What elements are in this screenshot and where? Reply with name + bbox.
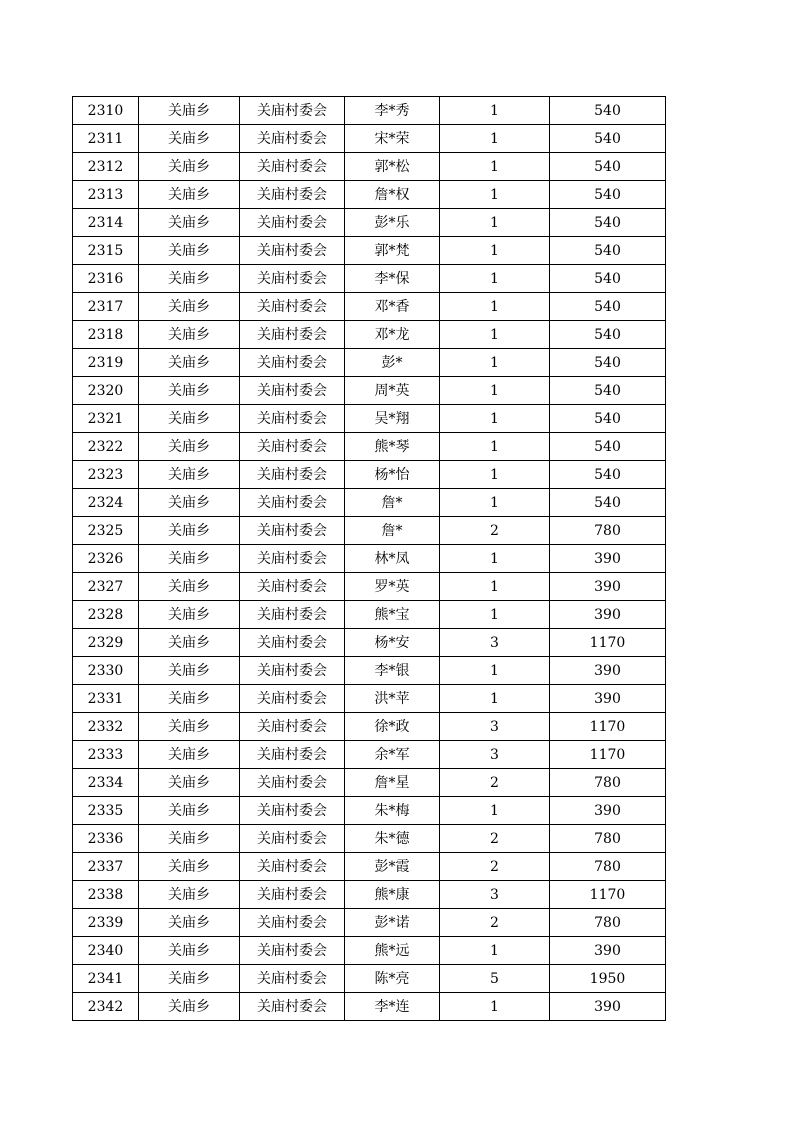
- amount-cell: 540: [550, 97, 666, 125]
- township-cell: 关庙乡: [139, 769, 240, 797]
- row-number-cell: 2322: [73, 433, 139, 461]
- village-committee-cell: 关庙村委会: [240, 797, 345, 825]
- table-row: [73, 265, 666, 293]
- row-number-cell: 2335: [73, 797, 139, 825]
- amount-cell: 390: [550, 657, 666, 685]
- village-committee-cell: 关庙村委会: [240, 965, 345, 993]
- township-cell: 关庙乡: [139, 293, 240, 321]
- table-row: [73, 321, 666, 349]
- count-cell: 1: [440, 461, 550, 489]
- name-cell: 郭*松: [345, 153, 440, 181]
- amount-cell: 540: [550, 321, 666, 349]
- village-committee-cell: 关庙村委会: [240, 573, 345, 601]
- row-number-cell: 2314: [73, 209, 139, 237]
- name-cell: 李*银: [345, 657, 440, 685]
- village-committee-cell: 关庙村委会: [240, 545, 345, 573]
- amount-cell: 540: [550, 461, 666, 489]
- village-committee-cell: 关庙村委会: [240, 685, 345, 713]
- amount-cell: 540: [550, 433, 666, 461]
- count-cell: 1: [440, 237, 550, 265]
- table-row: [73, 629, 666, 657]
- row-number-cell: 2326: [73, 545, 139, 573]
- row-number-cell: 2310: [73, 97, 139, 125]
- township-cell: 关庙乡: [139, 461, 240, 489]
- amount-cell: 390: [550, 797, 666, 825]
- name-cell: 杨*怡: [345, 461, 440, 489]
- table-row: [73, 349, 666, 377]
- count-cell: 1: [440, 489, 550, 517]
- name-cell: 杨*安: [345, 629, 440, 657]
- table-row: [73, 433, 666, 461]
- roster-table: [72, 96, 666, 1021]
- amount-cell: 1170: [550, 713, 666, 741]
- count-cell: 1: [440, 993, 550, 1021]
- name-cell: 熊*琴: [345, 433, 440, 461]
- amount-cell: 780: [550, 517, 666, 545]
- township-cell: 关庙乡: [139, 601, 240, 629]
- table-row: [73, 97, 666, 125]
- village-committee-cell: 关庙村委会: [240, 937, 345, 965]
- row-number-cell: 2333: [73, 741, 139, 769]
- amount-cell: 540: [550, 377, 666, 405]
- count-cell: 1: [440, 573, 550, 601]
- village-committee-cell: 关庙村委会: [240, 769, 345, 797]
- township-cell: 关庙乡: [139, 993, 240, 1021]
- name-cell: 徐*政: [345, 713, 440, 741]
- village-committee-cell: 关庙村委会: [240, 237, 345, 265]
- township-cell: 关庙乡: [139, 321, 240, 349]
- township-cell: 关庙乡: [139, 657, 240, 685]
- name-cell: 彭*诺: [345, 909, 440, 937]
- township-cell: 关庙乡: [139, 181, 240, 209]
- table-row: [73, 545, 666, 573]
- township-cell: 关庙乡: [139, 349, 240, 377]
- village-committee-cell: 关庙村委会: [240, 293, 345, 321]
- count-cell: 1: [440, 125, 550, 153]
- amount-cell: 540: [550, 349, 666, 377]
- count-cell: 3: [440, 629, 550, 657]
- count-cell: 1: [440, 685, 550, 713]
- township-cell: 关庙乡: [139, 881, 240, 909]
- name-cell: 彭*乐: [345, 209, 440, 237]
- name-cell: 余*军: [345, 741, 440, 769]
- row-number-cell: 2327: [73, 573, 139, 601]
- amount-cell: 780: [550, 909, 666, 937]
- count-cell: 1: [440, 349, 550, 377]
- name-cell: 詹*权: [345, 181, 440, 209]
- name-cell: 李*连: [345, 993, 440, 1021]
- village-committee-cell: 关庙村委会: [240, 97, 345, 125]
- name-cell: 彭*霞: [345, 853, 440, 881]
- row-number-cell: 2339: [73, 909, 139, 937]
- table-row: [73, 937, 666, 965]
- amount-cell: 540: [550, 153, 666, 181]
- amount-cell: 540: [550, 237, 666, 265]
- count-cell: 2: [440, 769, 550, 797]
- village-committee-cell: 关庙村委会: [240, 433, 345, 461]
- township-cell: 关庙乡: [139, 545, 240, 573]
- name-cell: 彭*: [345, 349, 440, 377]
- amount-cell: 780: [550, 769, 666, 797]
- name-cell: 朱*德: [345, 825, 440, 853]
- village-committee-cell: 关庙村委会: [240, 181, 345, 209]
- row-number-cell: 2323: [73, 461, 139, 489]
- count-cell: 1: [440, 97, 550, 125]
- name-cell: 熊*康: [345, 881, 440, 909]
- township-cell: 关庙乡: [139, 517, 240, 545]
- table-row: [73, 377, 666, 405]
- name-cell: 郭*梵: [345, 237, 440, 265]
- township-cell: 关庙乡: [139, 125, 240, 153]
- table-row: [73, 909, 666, 937]
- name-cell: 吴*翔: [345, 405, 440, 433]
- table-row: [73, 517, 666, 545]
- row-number-cell: 2325: [73, 517, 139, 545]
- row-number-cell: 2315: [73, 237, 139, 265]
- row-number-cell: 2328: [73, 601, 139, 629]
- row-number-cell: 2319: [73, 349, 139, 377]
- name-cell: 邓*香: [345, 293, 440, 321]
- table-row: [73, 125, 666, 153]
- row-number-cell: 2329: [73, 629, 139, 657]
- name-cell: 林*凤: [345, 545, 440, 573]
- table-row: [73, 237, 666, 265]
- row-number-cell: 2342: [73, 993, 139, 1021]
- amount-cell: 1950: [550, 965, 666, 993]
- count-cell: 1: [440, 293, 550, 321]
- table-row: [73, 181, 666, 209]
- village-committee-cell: 关庙村委会: [240, 265, 345, 293]
- village-committee-cell: 关庙村委会: [240, 881, 345, 909]
- row-number-cell: 2321: [73, 405, 139, 433]
- township-cell: 关庙乡: [139, 909, 240, 937]
- amount-cell: 390: [550, 601, 666, 629]
- table-row: [73, 489, 666, 517]
- count-cell: 3: [440, 881, 550, 909]
- township-cell: 关庙乡: [139, 573, 240, 601]
- village-committee-cell: 关庙村委会: [240, 321, 345, 349]
- roster-table-body: [73, 97, 666, 1021]
- village-committee-cell: 关庙村委会: [240, 825, 345, 853]
- count-cell: 1: [440, 937, 550, 965]
- township-cell: 关庙乡: [139, 209, 240, 237]
- count-cell: 3: [440, 741, 550, 769]
- village-committee-cell: 关庙村委会: [240, 993, 345, 1021]
- table-row: [73, 405, 666, 433]
- count-cell: 2: [440, 825, 550, 853]
- amount-cell: 540: [550, 125, 666, 153]
- name-cell: 李*秀: [345, 97, 440, 125]
- count-cell: 1: [440, 545, 550, 573]
- name-cell: 周*英: [345, 377, 440, 405]
- amount-cell: 540: [550, 489, 666, 517]
- amount-cell: 390: [550, 685, 666, 713]
- row-number-cell: 2317: [73, 293, 139, 321]
- township-cell: 关庙乡: [139, 237, 240, 265]
- amount-cell: 390: [550, 937, 666, 965]
- village-committee-cell: 关庙村委会: [240, 629, 345, 657]
- township-cell: 关庙乡: [139, 153, 240, 181]
- table-row: [73, 293, 666, 321]
- name-cell: 洪*苹: [345, 685, 440, 713]
- village-committee-cell: 关庙村委会: [240, 489, 345, 517]
- amount-cell: 1170: [550, 629, 666, 657]
- township-cell: 关庙乡: [139, 741, 240, 769]
- name-cell: 朱*梅: [345, 797, 440, 825]
- amount-cell: 390: [550, 993, 666, 1021]
- amount-cell: 540: [550, 405, 666, 433]
- row-number-cell: 2336: [73, 825, 139, 853]
- row-number-cell: 2312: [73, 153, 139, 181]
- village-committee-cell: 关庙村委会: [240, 601, 345, 629]
- township-cell: 关庙乡: [139, 965, 240, 993]
- amount-cell: 390: [550, 545, 666, 573]
- amount-cell: 780: [550, 825, 666, 853]
- name-cell: 熊*宝: [345, 601, 440, 629]
- count-cell: 1: [440, 405, 550, 433]
- row-number-cell: 2320: [73, 377, 139, 405]
- count-cell: 1: [440, 321, 550, 349]
- village-committee-cell: 关庙村委会: [240, 405, 345, 433]
- table-row: [73, 993, 666, 1021]
- table-row: [73, 741, 666, 769]
- table-row: [73, 601, 666, 629]
- row-number-cell: 2324: [73, 489, 139, 517]
- name-cell: 熊*远: [345, 937, 440, 965]
- village-committee-cell: 关庙村委会: [240, 517, 345, 545]
- amount-cell: 540: [550, 209, 666, 237]
- township-cell: 关庙乡: [139, 713, 240, 741]
- row-number-cell: 2311: [73, 125, 139, 153]
- township-cell: 关庙乡: [139, 405, 240, 433]
- row-number-cell: 2313: [73, 181, 139, 209]
- township-cell: 关庙乡: [139, 377, 240, 405]
- township-cell: 关庙乡: [139, 937, 240, 965]
- name-cell: 宋*荣: [345, 125, 440, 153]
- village-committee-cell: 关庙村委会: [240, 909, 345, 937]
- village-committee-cell: 关庙村委会: [240, 153, 345, 181]
- row-number-cell: 2340: [73, 937, 139, 965]
- table-row: [73, 573, 666, 601]
- table-row: [73, 685, 666, 713]
- row-number-cell: 2338: [73, 881, 139, 909]
- township-cell: 关庙乡: [139, 265, 240, 293]
- row-number-cell: 2341: [73, 965, 139, 993]
- row-number-cell: 2330: [73, 657, 139, 685]
- row-number-cell: 2331: [73, 685, 139, 713]
- count-cell: 2: [440, 909, 550, 937]
- table-row: [73, 853, 666, 881]
- row-number-cell: 2316: [73, 265, 139, 293]
- table-row: [73, 965, 666, 993]
- township-cell: 关庙乡: [139, 853, 240, 881]
- name-cell: 陈*亮: [345, 965, 440, 993]
- village-committee-cell: 关庙村委会: [240, 125, 345, 153]
- count-cell: 1: [440, 209, 550, 237]
- amount-cell: 780: [550, 853, 666, 881]
- name-cell: 詹*星: [345, 769, 440, 797]
- count-cell: 1: [440, 181, 550, 209]
- table-row: [73, 825, 666, 853]
- village-committee-cell: 关庙村委会: [240, 657, 345, 685]
- count-cell: 1: [440, 657, 550, 685]
- table-row: [73, 209, 666, 237]
- count-cell: 1: [440, 433, 550, 461]
- table-row: [73, 713, 666, 741]
- name-cell: 詹*: [345, 517, 440, 545]
- count-cell: 1: [440, 601, 550, 629]
- table-row: [73, 797, 666, 825]
- row-number-cell: 2318: [73, 321, 139, 349]
- village-committee-cell: 关庙村委会: [240, 713, 345, 741]
- township-cell: 关庙乡: [139, 685, 240, 713]
- table-row: [73, 461, 666, 489]
- village-committee-cell: 关庙村委会: [240, 461, 345, 489]
- township-cell: 关庙乡: [139, 629, 240, 657]
- amount-cell: 1170: [550, 881, 666, 909]
- table-row: [73, 657, 666, 685]
- amount-cell: 540: [550, 265, 666, 293]
- count-cell: 1: [440, 153, 550, 181]
- count-cell: 1: [440, 797, 550, 825]
- township-cell: 关庙乡: [139, 797, 240, 825]
- township-cell: 关庙乡: [139, 489, 240, 517]
- count-cell: 3: [440, 713, 550, 741]
- amount-cell: 1170: [550, 741, 666, 769]
- township-cell: 关庙乡: [139, 97, 240, 125]
- table-row: [73, 153, 666, 181]
- name-cell: 邓*龙: [345, 321, 440, 349]
- row-number-cell: 2334: [73, 769, 139, 797]
- village-committee-cell: 关庙村委会: [240, 209, 345, 237]
- name-cell: 李*保: [345, 265, 440, 293]
- village-committee-cell: 关庙村委会: [240, 853, 345, 881]
- name-cell: 罗*英: [345, 573, 440, 601]
- amount-cell: 540: [550, 181, 666, 209]
- count-cell: 2: [440, 853, 550, 881]
- table-row: [73, 881, 666, 909]
- count-cell: 1: [440, 377, 550, 405]
- township-cell: 关庙乡: [139, 433, 240, 461]
- count-cell: 2: [440, 517, 550, 545]
- village-committee-cell: 关庙村委会: [240, 377, 345, 405]
- amount-cell: 390: [550, 573, 666, 601]
- count-cell: 5: [440, 965, 550, 993]
- amount-cell: 540: [550, 293, 666, 321]
- row-number-cell: 2332: [73, 713, 139, 741]
- township-cell: 关庙乡: [139, 825, 240, 853]
- table-row: [73, 769, 666, 797]
- count-cell: 1: [440, 265, 550, 293]
- row-number-cell: 2337: [73, 853, 139, 881]
- name-cell: 詹*: [345, 489, 440, 517]
- village-committee-cell: 关庙村委会: [240, 349, 345, 377]
- village-committee-cell: 关庙村委会: [240, 741, 345, 769]
